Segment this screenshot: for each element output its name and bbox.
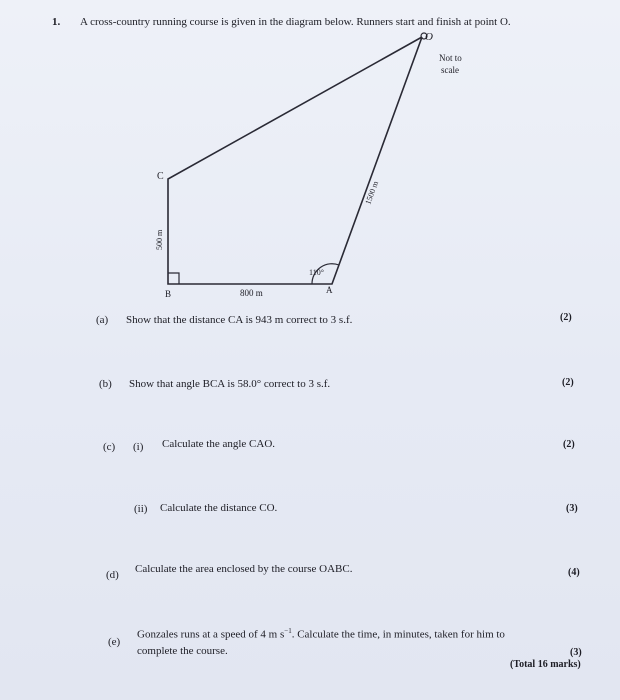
part-c-ii-label: (ii) [134,503,148,515]
side-label-ao: 1500 m [363,179,381,206]
total-marks: (Total 16 marks) [510,659,581,670]
side-label-ba: 800 m [240,288,263,298]
part-e-text-line1 [137,625,505,642]
question-intro: A cross-country running course is given in the diagram below. Runners start and finish at point O. [80,16,511,28]
part-d-text: Calculate the area enclosed by the course OABC. [135,563,353,575]
course-outline [168,37,422,284]
part-c-label: (c) [103,441,116,453]
part-c-ii-marks: (3) [566,503,578,514]
point-label-o: O [425,31,433,43]
part-e-marks: (3) [570,647,582,658]
part-a-text: Show that the distance CA is 943 m correct to 3 s.f. [126,314,353,326]
side-label-cb: 500 m [155,229,164,250]
part-d-label: (d) [106,569,119,581]
part-c-i-text: Calculate the angle CAO. [162,438,276,450]
right-angle-marker [168,273,179,284]
question-number: 1. [52,16,61,28]
part-b-label: (b) [99,378,112,390]
part-c-i-label: (i) [133,441,144,453]
angle-label-a: 110° [309,268,324,277]
part-a-marks: (2) [560,312,572,323]
point-label-a: A [326,285,333,295]
part-e-text-end: . Calculate the time, in minutes, taken for him to [291,628,505,641]
part-c-ii-text: Calculate the distance CO. [160,502,278,514]
course-diagram [0,0,620,300]
scale-note-line1: Not to [439,53,462,63]
part-e-unit-exponent: −1 [284,627,292,635]
point-label-b: B [165,289,172,299]
part-e-label: (e) [108,636,121,648]
part-b-text: Show that angle BCA is 58.0° correct to 3 s.f. [129,378,331,390]
part-c-i-marks: (2) [563,439,575,450]
scale-note-line2: scale [441,65,459,75]
part-a-label: (a) [96,314,109,326]
part-e-text-line2: complete the course. [137,645,228,657]
part-e-text-start: Gonzales runs at a speed of 4 m s [137,628,285,641]
point-label-c: C [157,171,164,182]
part-d-marks: (4) [568,567,580,578]
part-b-marks: (2) [562,377,574,388]
